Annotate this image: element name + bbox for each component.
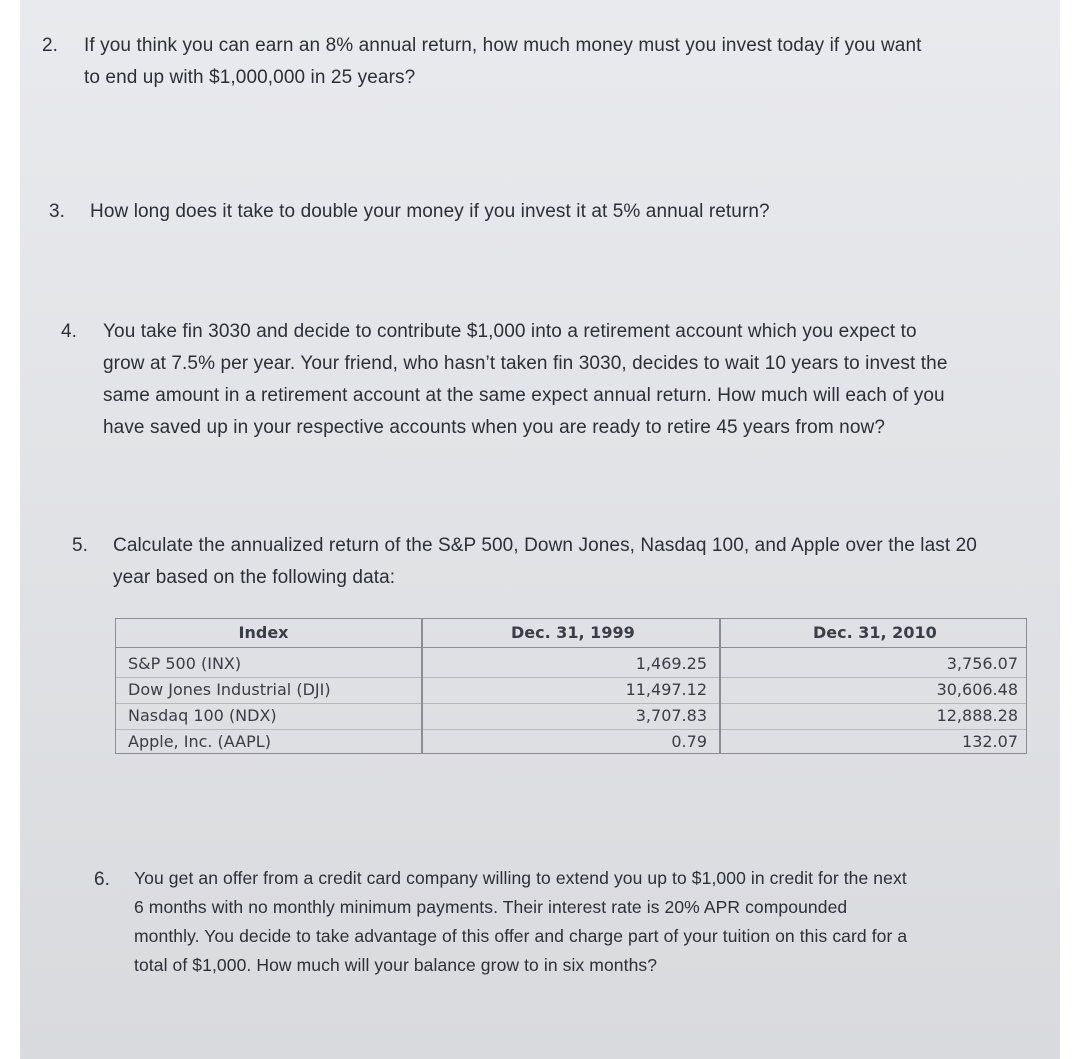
table-cell-1999: 0.79	[671, 732, 707, 751]
table-cell-index: S&P 500 (INX)	[116, 651, 421, 678]
table-cell-index: Apple, Inc. (AAPL)	[128, 732, 271, 751]
table-cell-2010: 12,888.28	[721, 703, 1026, 730]
question-number: 2.	[42, 35, 59, 56]
table-cell-index: Nasdaq 100 (NDX)	[116, 703, 421, 730]
table-cell-index: Dow Jones Industrial (DJI)	[116, 677, 421, 704]
table-cell-2010: 132.07	[962, 732, 1018, 751]
question-number: 5.	[72, 535, 89, 556]
index-data-table	[115, 618, 1027, 754]
worksheet-page	[20, 0, 1060, 1059]
question-text: Calculate the annualized return of the S&P 500, Down Jones, Nasdaq 100, and Apple over the last 20 year based on the following data:	[113, 535, 977, 588]
table-cell-2010: 30,606.48	[721, 677, 1026, 704]
dec-1999-header: Dec. 31, 1999	[423, 619, 719, 648]
question-text: You take fin 3030 and decide to contribute $1,000 into a retirement account which you expect to grow at 7.5% per year. Your friend, who hasn’t taken fin 3030, decides to wait 10 years to invest the same amount in a retirement account at the same expect annual return. How much will each of you have saved up in your respective accounts when you are ready to retire 45 years from now?	[103, 321, 948, 438]
table-cell-2010: 3,756.07	[721, 651, 1026, 678]
question-number: 4.	[61, 321, 78, 342]
index-header: Index	[116, 619, 421, 648]
table-cell-1999: 11,497.12	[423, 677, 719, 704]
question-number: 3.	[49, 201, 66, 222]
table-cell-1999: 1,469.25	[423, 651, 719, 678]
index-column	[115, 618, 422, 754]
dec-2010-header: Dec. 31, 2010	[721, 619, 1026, 648]
question-text: How long does it take to double your money if you invest it at 5% annual return?	[90, 201, 770, 222]
dec-1999-column	[422, 618, 720, 754]
question-number: 6.	[94, 869, 111, 890]
question-text: If you think you can earn an 8% annual return, how much money must you invest today if you want to end up with $1,000,000 in 25 years?	[84, 35, 922, 88]
dec-2010-column	[720, 618, 1027, 754]
table-cell-1999: 3,707.83	[423, 703, 719, 730]
question-text: You get an offer from a credit card company willing to extend you up to $1,000 in credit for the next 6 months with no monthly minimum payments. Their interest rate is 20% APR compounded monthly. You decide to take advantage of this offer and charge part of your tuition on this card for a total of $1,000. How much will your balance grow to in six months?	[134, 868, 908, 975]
